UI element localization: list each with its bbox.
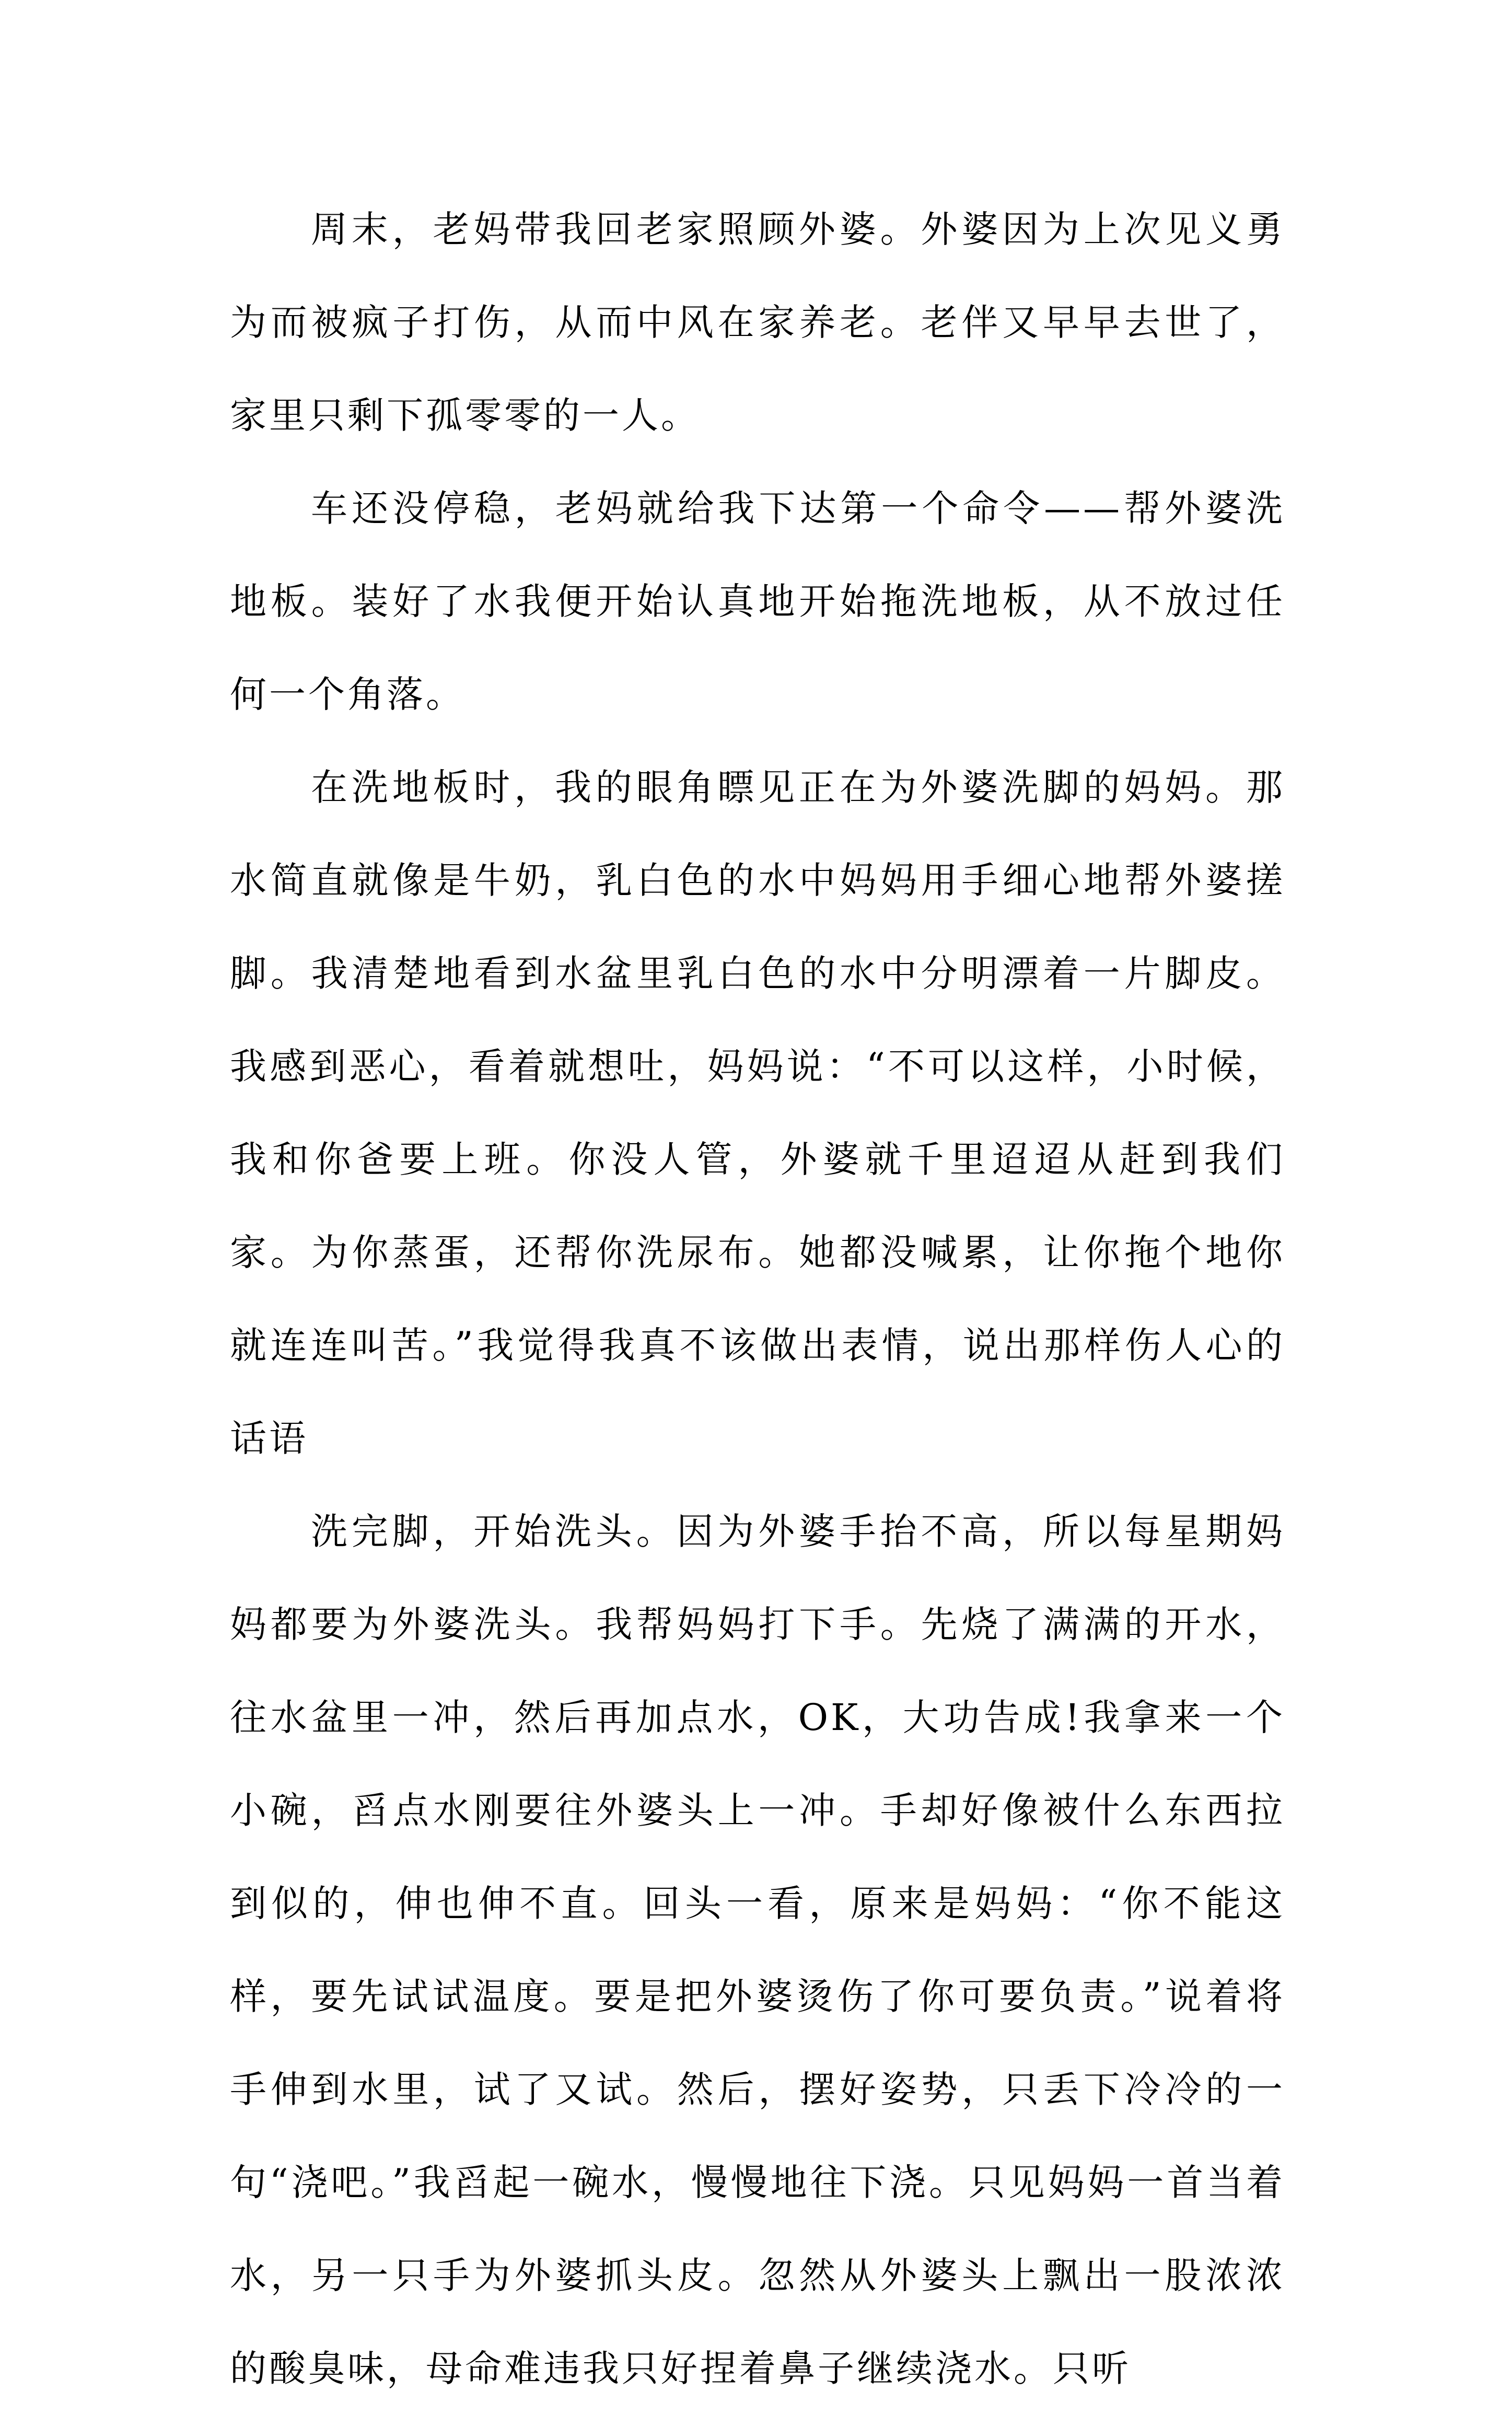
paragraph-3: 在洗地板时，我的眼角瞟见正在为外婆洗脚的妈妈。那水简直就像是牛奶，乳白色的水中妈妈用手细心地帮外婆搓脚。我清楚地看到水盆里乳白色的水中分明漂着一片脚皮。我感到恶心，看着就想吐，妈妈说：“不可以这样，小时候，我和你爸要上班。你没人管，外婆就千里迢迢从赶到我们家。为你蒸蛋，还帮你洗尿布。她都没喊累，让你拖个地你就连连叫苦。”我觉得我真不该做出表情，说出那样伤人心的话语 [230, 766, 1285, 1460]
paragraph-4: 洗完脚，开始洗头。因为外婆手抬不高，所以每星期妈妈都要为外婆洗头。我帮妈妈打下手。先烧了满满的开水，往水盆里一冲，然后再加点水，OK，大功告成!我拿来一个小碗，舀点水刚要往外婆头上一冲。手却好像被什么东西拉到似的，伸也伸不直。回头一看，原来是妈妈：“你不能这样，要先试试温度。要是把外婆烫伤了你可要负责。”说着将手伸到水里，试了又试。然后，摆好姿势，只丢下冷冷的一句“浇吧。”我舀起一碗水，慢慢地往下浇。只见妈妈一首当着水，另一只手为外婆抓头皮。忽然从外婆头上飘出一股浓浓的酸臭味，母命难违我只好捏着鼻子继续浇水。只听 [230, 1510, 1285, 2390]
document-body [230, 183, 1285, 2415]
paragraph-2: 车还没停稳，老妈就给我下达第一个命令——帮外婆洗地板。装好了水我便开始认真地开始拖洗地板，从不放过任何一个角落。 [230, 487, 1285, 716]
paragraph-1: 周末，老妈带我回老家照顾外婆。外婆因为上次见义勇为而被疯子打伤，从而中风在家养老。老伴又早早去世了，家里只剩下孤零零的一人。 [230, 208, 1285, 437]
